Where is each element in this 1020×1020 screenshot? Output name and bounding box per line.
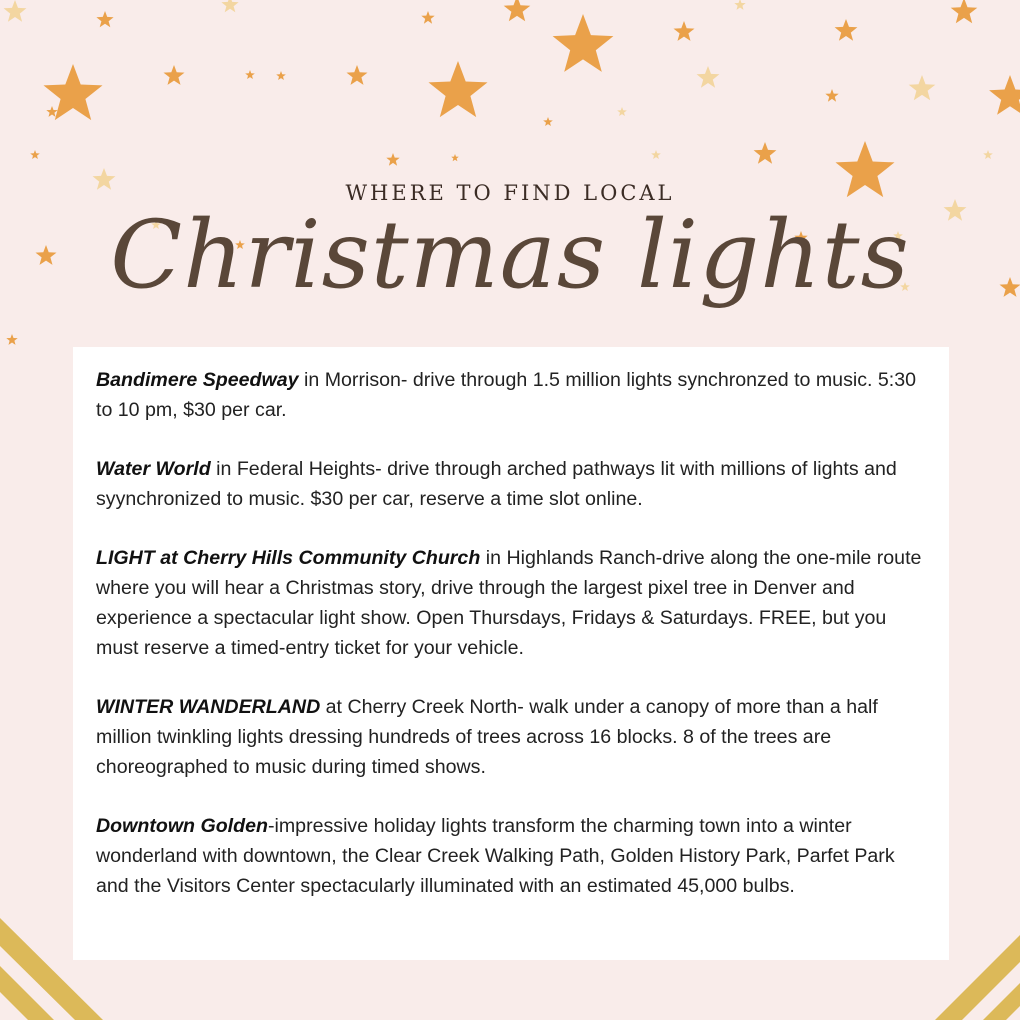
listings-card <box>73 347 949 960</box>
listing-winter-wanderland <box>96 692 927 782</box>
listing-cherry-hills <box>96 543 927 663</box>
page-title: Christmas lights <box>110 201 910 310</box>
listing-description: -impressive holiday lights transform the charming town into a winter wonderland with downtown, the Clear Creek Walking Path, Golden History Park, Parfet Park and the Visitors Center spectacularly illuminated with an estimated 45,000 bulbs. <box>96 815 895 897</box>
listing-name: Bandimere Speedway <box>96 369 299 391</box>
listing-name: WINTER WANDERLAND <box>96 696 321 718</box>
listing-description: at Cherry Creek North- walk under a canopy of more than a half million twinkling lights dressing hundreds of trees across 16 blocks. 8 of the trees are choreographed to music during timed shows. <box>96 696 878 778</box>
listing-name: LIGHT at Cherry Hills Community Church <box>96 547 481 569</box>
listing-description: in Federal Heights- drive through arched pathways lit with millions of lights and syynchronized to music. $30 per car, reserve a time slot online. <box>96 458 897 510</box>
listing-water-world <box>96 454 927 514</box>
listing-description: in Morrison- drive through 1.5 million lights synchronzed to music. 5:30 to 10 pm, $30 per car. <box>96 369 917 421</box>
listing-bandimere <box>96 365 927 425</box>
listing-description: in Highlands Ranch-drive along the one-mile route where you will hear a Christmas story, drive through the largest pixel tree in Denver and experience a spectacular light show. Open Thursdays, Fridays & Saturdays. FREE, but you must reserve a timed-entry ticket for your vehicle. <box>96 547 922 659</box>
listing-downtown-golden <box>96 811 927 901</box>
listing-name: Water World <box>96 458 211 480</box>
subtitle: WHERE TO FIND LOCAL <box>345 181 675 205</box>
listing-name: Downtown Golden <box>96 815 268 837</box>
